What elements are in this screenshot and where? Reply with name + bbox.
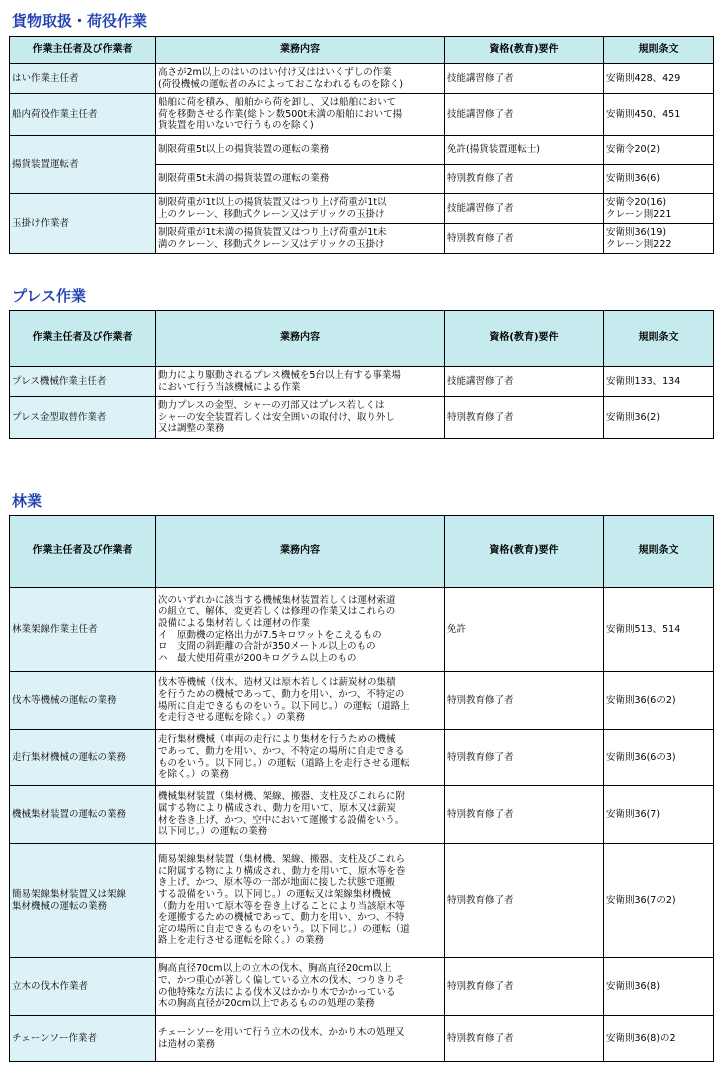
qual-cell: 免許(揚貨装置運転士) bbox=[445, 136, 604, 165]
table-header-row bbox=[10, 37, 714, 64]
job-cell: 揚貨装置運転者 bbox=[10, 136, 156, 194]
table-row bbox=[10, 672, 714, 730]
qual-cell: 特別教育修了者 bbox=[445, 224, 604, 254]
desc-cell: 動力により駆動されるプレス機械を5台以上有する事業場 において行う当該機械による作業 bbox=[156, 367, 445, 397]
table-header-row bbox=[10, 311, 714, 367]
table-press bbox=[9, 310, 714, 439]
qual-cell: 特別教育修了者 bbox=[445, 672, 604, 730]
job-cell: 簡易架線集材装置又は架線 集材機械の運転の業務 bbox=[10, 844, 156, 958]
header-qual: 資格(教育)要件 bbox=[445, 311, 604, 367]
desc-cell: 伐木等機械（伐木、造材又は原木若しくは薪炭材の集積 を行うための機械であって、動力を用い、かつ、不特定の 場所に自走できるものをいう。以下同じ。）の運転（道路上 を走行させる運転を除く。）の業務 bbox=[156, 672, 445, 730]
qual-cell: 特別教育修了者 bbox=[445, 786, 604, 844]
job-cell: プレス機械作業主任者 bbox=[10, 367, 156, 397]
section-title-cargo: 貨物取扱・荷役作業 bbox=[12, 12, 148, 30]
header-rule: 規則条文 bbox=[604, 37, 714, 64]
section-title-press: プレス作業 bbox=[12, 287, 86, 305]
rule-cell: 安衛則36(6) bbox=[604, 165, 714, 194]
job-cell: 船内荷役作業主任者 bbox=[10, 94, 156, 136]
desc-cell: 制限荷重5t以上の揚貨装置の運転の業務 bbox=[156, 136, 445, 165]
table-row bbox=[10, 588, 714, 672]
rule-cell: 安衛則36(7) bbox=[604, 786, 714, 844]
table-row bbox=[10, 136, 714, 165]
desc-cell: 制限荷重5t未満の揚貨装置の運転の業務 bbox=[156, 165, 445, 194]
header-job: 作業主任者及び作業者 bbox=[10, 311, 156, 367]
desc-cell: 簡易架線集材装置（集材機、架線、搬器、支柱及びこれら に附属する物により構成され、動力を用いて、原木等を巻 き上げ、かつ、原木等の一部が地面に接した状態で運搬 する設備をいう。以下同じ。）の運転又は架線集材機械 （動力を用いて原木等を巻き上げることにより当該原木等 を運搬するための機械であって、動力を用い、かつ、不特 定の場所に自走できるものをいう。以下同じ。）の運転（道 路上を走行させる運転を除く。）の業務 bbox=[156, 844, 445, 958]
desc-cell: 走行集材機械（車両の走行により集材を行うための機械 であって、動力を用い、かつ、不特定の場所に自走できる ものをいう。以下同じ。）の運転（道路上を走行させる運転 を除く。）の業務 bbox=[156, 730, 445, 786]
job-cell: 立木の伐木作業者 bbox=[10, 958, 156, 1016]
qual-cell: 特別教育修了者 bbox=[445, 730, 604, 786]
job-cell: 林業架線作業主任者 bbox=[10, 588, 156, 672]
job-cell: プレス金型取替作業者 bbox=[10, 397, 156, 439]
qual-cell: 技能講習修了者 bbox=[445, 194, 604, 224]
table-row bbox=[10, 1016, 714, 1062]
job-cell: チェーンソー作業者 bbox=[10, 1016, 156, 1062]
table-row bbox=[10, 786, 714, 844]
header-desc: 業務内容 bbox=[156, 311, 445, 367]
table-cargo bbox=[9, 36, 714, 254]
job-cell: 玉掛け作業者 bbox=[10, 194, 156, 254]
job-cell: 伐木等機械の運転の業務 bbox=[10, 672, 156, 730]
qual-cell: 特別教育修了者 bbox=[445, 958, 604, 1016]
qual-cell: 技能講習修了者 bbox=[445, 64, 604, 94]
desc-cell: 機械集材装置（集材機、架線、搬器、支柱及びこれらに附 属する物により構成され、動力を用いて、原木又は薪炭 材を巻き上げ、かつ、空中において運搬する設備をいう。 以下同じ。）の運転の業務 bbox=[156, 786, 445, 844]
rule-cell: 安衛令20(16) クレーン則221 bbox=[604, 194, 714, 224]
header-rule: 規則条文 bbox=[604, 516, 714, 588]
desc-cell: 船舶に荷を積み、船舶から荷を卸し、又は船舶において 荷を移動させる作業(総トン数500t未満の船舶において揚 貨装置を用いないで行うものを除く) bbox=[156, 94, 445, 136]
table-row bbox=[10, 844, 714, 958]
desc-cell: 制限荷重が1t以上の揚貨装置又はつり上げ荷重が1t以 上のクレーン、移動式クレーン又はデリックの玉掛け bbox=[156, 194, 445, 224]
rule-cell: 安衛則513、514 bbox=[604, 588, 714, 672]
table-row bbox=[10, 367, 714, 397]
qual-cell: 特別教育修了者 bbox=[445, 397, 604, 439]
rule-cell: 安衛則450、451 bbox=[604, 94, 714, 136]
header-desc: 業務内容 bbox=[156, 37, 445, 64]
desc-cell: 胸高直径70cm以上の立木の伐木、胸高直径20cm以上 で、かつ重心が著しく偏している立木の伐木、つりきりそ の他特殊な方法による伐木又はかかり木でかかっている 木の胸高直径が20cm以上であるものの処理の業務 bbox=[156, 958, 445, 1016]
desc-cell: 動力プレスの金型、シャーの刃部又はプレス若しくは シャーの安全装置若しくは安全囲いの取付け、取り外し 又は調整の業務 bbox=[156, 397, 445, 439]
rule-cell: 安衛則36(19) クレーン則222 bbox=[604, 224, 714, 254]
header-desc: 業務内容 bbox=[156, 516, 445, 588]
job-cell: はい作業主任者 bbox=[10, 64, 156, 94]
table-row bbox=[10, 730, 714, 786]
header-rule: 規則条文 bbox=[604, 311, 714, 367]
qual-cell: 特別教育修了者 bbox=[445, 844, 604, 958]
rule-cell: 安衛則133、134 bbox=[604, 367, 714, 397]
section-title-forestry: 林業 bbox=[12, 492, 43, 510]
rule-cell: 安衛則428、429 bbox=[604, 64, 714, 94]
rule-cell: 安衛則36(2) bbox=[604, 397, 714, 439]
qual-cell: 技能講習修了者 bbox=[445, 367, 604, 397]
rule-cell: 安衛則36(8)の2 bbox=[604, 1016, 714, 1062]
table-row bbox=[10, 397, 714, 439]
job-cell: 機械集材装置の運転の業務 bbox=[10, 786, 156, 844]
table-row bbox=[10, 94, 714, 136]
table-row bbox=[10, 194, 714, 224]
table-forestry bbox=[9, 515, 714, 1062]
header-job: 作業主任者及び作業者 bbox=[10, 516, 156, 588]
desc-cell: 高さが2m以上のはいのはい付け又ははいくずしの作業 (荷役機械の運転者のみによっておこなわれるものを除く) bbox=[156, 64, 445, 94]
header-qual: 資格(教育)要件 bbox=[445, 516, 604, 588]
qual-cell: 特別教育修了者 bbox=[445, 165, 604, 194]
header-job: 作業主任者及び作業者 bbox=[10, 37, 156, 64]
rule-cell: 安衛則36(7の2) bbox=[604, 844, 714, 958]
rule-cell: 安衛則36(8) bbox=[604, 958, 714, 1016]
table-header-row bbox=[10, 516, 714, 588]
header-qual: 資格(教育)要件 bbox=[445, 37, 604, 64]
desc-cell: 次のいずれかに該当する機械集材装置若しくは運材索道 の組立て、解体、変更若しくは修理の作業又はこれらの 設備による集材若しくは運材の作業 イ 原動機の定格出力が7.5キロワットをこえるもの ロ 支間の斜距離の合計が350メートル以上のもの ハ 最大使用荷重が200キログラム以上のもの bbox=[156, 588, 445, 672]
rule-cell: 安衛令20(2) bbox=[604, 136, 714, 165]
rule-cell: 安衛則36(6の2) bbox=[604, 672, 714, 730]
desc-cell: 制限荷重が1t未満の揚貨装置又はつり上げ荷重が1t未 満のクレーン、移動式クレーン又はデリックの玉掛け bbox=[156, 224, 445, 254]
job-cell: 走行集材機械の運転の業務 bbox=[10, 730, 156, 786]
qual-cell: 技能講習修了者 bbox=[445, 94, 604, 136]
table-row bbox=[10, 958, 714, 1016]
desc-cell: チェーンソーを用いて行う立木の伐木、かかり木の処理又 は造材の業務 bbox=[156, 1016, 445, 1062]
qual-cell: 特別教育修了者 bbox=[445, 1016, 604, 1062]
rule-cell: 安衛則36(6の3) bbox=[604, 730, 714, 786]
qual-cell: 免許 bbox=[445, 588, 604, 672]
table-row bbox=[10, 64, 714, 94]
